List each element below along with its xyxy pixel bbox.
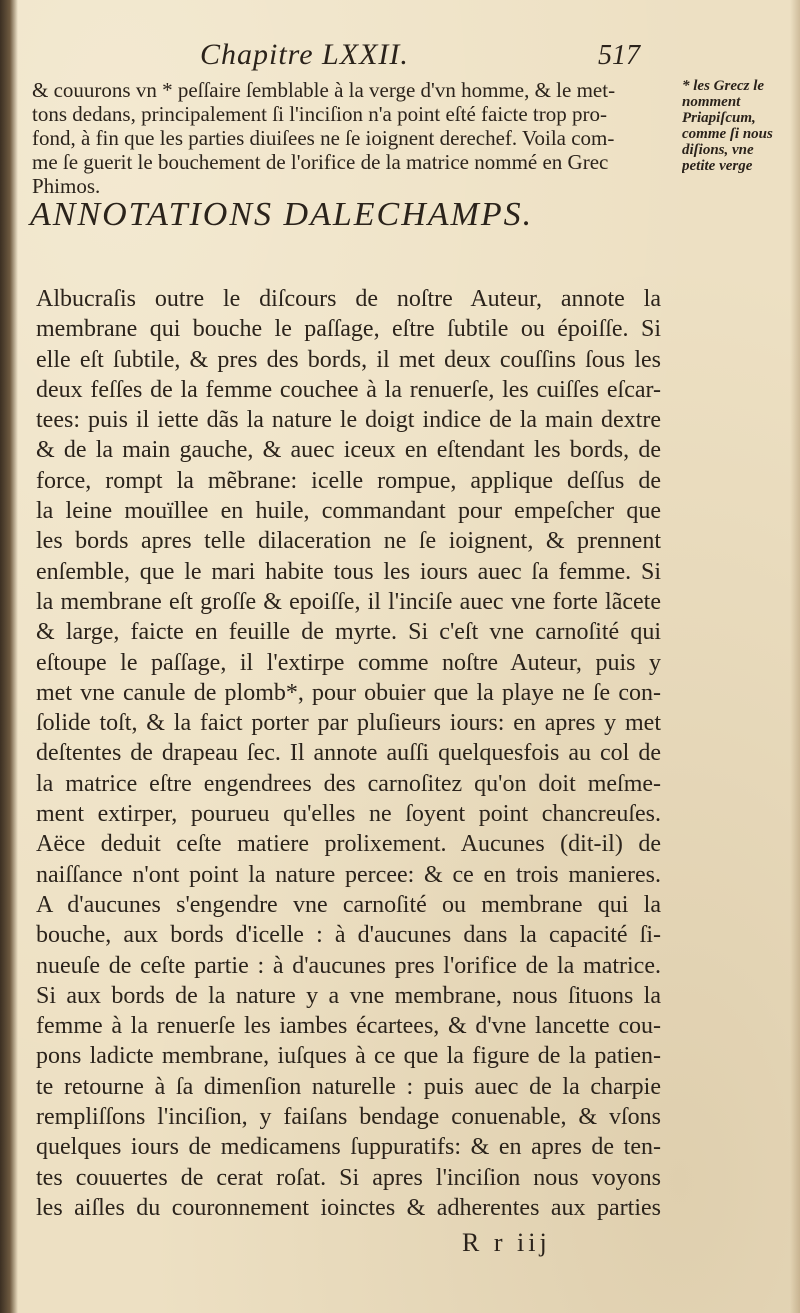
book-binding-shadow	[0, 0, 18, 1313]
body-line: A d'aucunes s'engendre vne carnoſité ou membrane qui la	[36, 891, 661, 918]
text-line: tons dedans, principalement ſi l'inciſion n'a point eſté faicte trop pro-	[32, 102, 607, 126]
page-edge-shadow	[790, 0, 800, 1313]
body-line: te retourne à ſa dimenſion naturelle : puis auec de la charpie	[36, 1073, 661, 1100]
chapter-text-end	[32, 78, 677, 198]
body-line: tees: puis il iette dãs la nature le doigt indice de la main dextre	[36, 407, 661, 434]
body-line: les bords apres telle dilaceration ne ſe ioignent, & prennent	[36, 528, 661, 555]
body-line: les aiſles du couronnement ioinctes & adherentes aux parties	[36, 1194, 661, 1221]
body-line: elle eſt ſubtile, & pres des bords, il met deux couſſins ſous les	[36, 346, 661, 373]
text-line: & couurons vn * peſſaire ſemblable à la verge d'vn homme, & le met-	[32, 78, 616, 102]
body-line: ſolide toſt, & la faict porter par pluſieurs iours: en apres y met	[36, 710, 661, 737]
body-line: membrane qui bouche le paſſage, eſtre ſubtile ou époiſſe. Si	[36, 316, 661, 343]
page-header	[200, 38, 640, 78]
body-line: la leine mouïllee en huile, commandant pour empeſcher que	[36, 498, 661, 525]
body-line: enſemble, que le mari habite tous les iours auec ſa femme. Si	[36, 558, 661, 585]
body-line: Si aux bords de la nature y a vne membrane, nous ſituons la	[36, 982, 661, 1009]
body-line: Aëce deduit ceſte matiere prolixement. Aucunes (dit-il) de	[36, 831, 661, 858]
body-line: la membrane eſt groſſe & epoiſſe, il l'inciſe auec vne forte lãcete	[36, 588, 661, 615]
marginal-note-line: * les Grecz le	[682, 78, 765, 94]
page-number: 517	[598, 40, 640, 71]
signature-mark: R r iij	[462, 1228, 551, 1257]
text-line: me ſe guerit le bouchement de l'orifice de la matrice nommé en Grec	[32, 150, 609, 174]
body-line: tes couuertes de cerat roſat. Si apres l'inciſion nous voyons	[36, 1164, 661, 1191]
body-line: eſtoupe le paſſage, il l'extirpe comme noſtre Auteur, puis y	[36, 649, 661, 676]
marginal-note-line: comme ſi nous	[682, 126, 773, 142]
body-line: la matrice eſtre engendrees des carnoſitez qu'on doit meſme-	[36, 770, 661, 797]
text-line: Phimos.	[32, 174, 101, 198]
body-line: force, rompt la mẽbrane: icelle rompue, applique deſſus de	[36, 467, 661, 494]
body-line: pons ladicte membrane, iuſques à ce que la figure de la patien-	[36, 1043, 661, 1070]
marginal-note-line: nomment	[682, 94, 741, 110]
body-line: deux feſſes de la femme couchee à la renuerſe, les cuiſſes eſcar-	[36, 376, 661, 403]
marginal-note-line: petite verge	[682, 158, 753, 174]
body-line: femme à la renuerſe les iambes écartees, & d'vne lancette cou-	[36, 1013, 661, 1040]
annotations-body	[36, 284, 661, 1223]
body-line: met vne canule de plomb*, pour obuier que la playe ne ſe con-	[36, 679, 661, 706]
body-line: & large, faicte en feuille de myrte. Si c'eſt vne carnoſité qui	[36, 619, 661, 646]
body-line: naiſſance n'ont point la nature percee: & ce en trois manieres.	[36, 861, 661, 888]
marginal-note-line: Priapiſcum,	[682, 110, 756, 126]
body-line: Albucraſis outre le diſcours de noſtre Auteur, annote la	[36, 286, 661, 312]
text-line: fond, à fin que les parties diuiſees ne ſe ioignent derechef. Voila com-	[32, 126, 615, 150]
marginal-note	[682, 78, 794, 174]
body-line: & de la main gauche, & auec iceux en eſtendant les bords, de	[36, 437, 661, 464]
body-line: ment extirper, pourueu qu'elles ne ſoyent point chancreuſes.	[36, 801, 661, 828]
marginal-note-line: diſions, vne	[682, 142, 754, 158]
body-line: nueuſe de ceſte partie : à d'aucunes pres l'orifice de la matrice.	[36, 952, 661, 979]
body-line: rempliſſons l'inciſion, y faiſans bendage conuenable, & vſons	[36, 1104, 661, 1131]
running-title: Chapitre LXXII.	[200, 38, 409, 71]
body-line: bouche, aux bords d'icelle : à d'aucunes dans la capacité ſi-	[36, 922, 661, 949]
body-line: quelques iours de medicamens ſuppuratifs: & en apres de ten-	[36, 1134, 661, 1161]
section-heading: ANNOTATIONS DALECHAMPS.	[30, 196, 534, 233]
body-line: deſtentes de drapeau ſec. Il annote auſſi quelquesfois au col de	[36, 740, 661, 767]
